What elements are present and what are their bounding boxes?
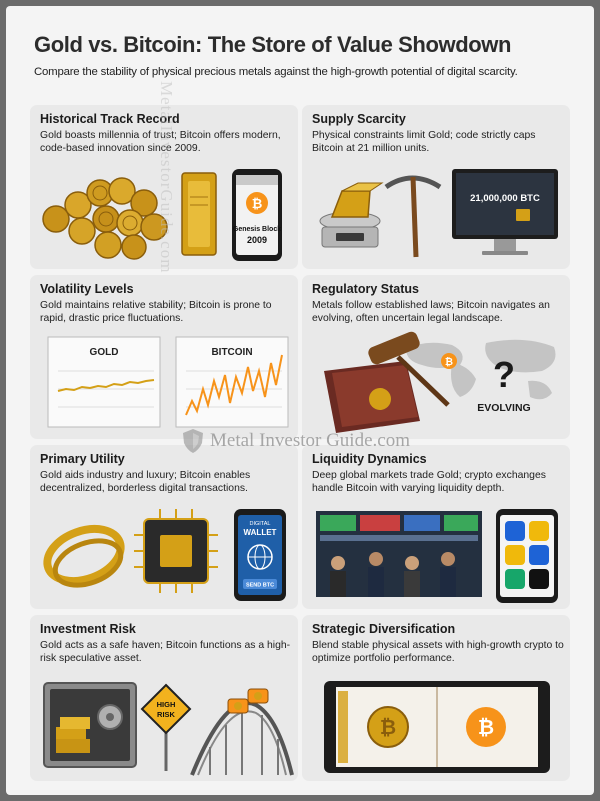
card-art: [30, 671, 298, 777]
card-description: Metals follow established laws; Bitcoin navigates an evolving, often uncertain legal landscape.: [312, 300, 550, 324]
risk-sign-line1: HIGH: [156, 700, 176, 709]
pickaxe-icon: [386, 177, 440, 257]
bitcoin-chart-icon: [176, 337, 288, 427]
monitor-icon: [452, 169, 558, 255]
bitcoin-chart-label: BITCOIN: [211, 347, 253, 358]
svg-text:₿: ₿: [379, 717, 397, 739]
card-description: Blend stable physical assets with high-growth crypto to optimize portfolio performance.: [312, 640, 564, 664]
watermark: [182, 426, 410, 456]
vertical-watermark: MetalInvestorGuide.com: [157, 81, 176, 274]
ring-icon: [40, 519, 128, 593]
infographic-page: [6, 6, 594, 795]
gold-bar-icon: [182, 173, 216, 255]
portfolio-icon: [324, 681, 550, 773]
question-mark-label: ?: [493, 354, 515, 395]
card-art: [302, 671, 570, 777]
card-liquidity-dynamics: [302, 445, 570, 609]
card-title: Strategic Diversification: [312, 622, 456, 636]
card-title: Historical Track Record: [40, 112, 180, 126]
wallet-digital-label: DIGITAL: [249, 521, 271, 527]
wallet-title-label: WALLET: [243, 528, 277, 537]
svg-text:₿: ₿: [477, 717, 495, 739]
card-supply-scarcity: [302, 105, 570, 269]
card-art: [30, 331, 298, 437]
exchange-apps-icon: [496, 509, 558, 603]
card-primary-utility: [30, 445, 298, 609]
shield-icon: [182, 428, 204, 454]
svg-text:₿: ₿: [251, 196, 263, 211]
scale-icon: [320, 183, 382, 247]
card-strategic-diversification: [302, 615, 570, 781]
genesis-block-label: Genesis Block: [232, 226, 282, 233]
chip-icon: [134, 509, 218, 593]
card-art: [302, 331, 570, 437]
send-btc-label: SEND BTC: [245, 582, 275, 589]
wallet-phone-icon: [234, 509, 286, 601]
page-title: Gold vs. Bitcoin: The Store of Value Showdown: [34, 32, 512, 57]
card-title: Investment Risk: [40, 622, 136, 636]
gold-chart-icon: [48, 337, 160, 427]
card-investment-risk: [30, 615, 298, 781]
coin-pile-icon: [43, 178, 167, 259]
page-subtitle: Compare the stability of physical precious metals against the high-growth potential of digital scarcity.: [34, 66, 518, 78]
card-art: [302, 161, 570, 267]
card-title: Regulatory Status: [312, 282, 419, 296]
card-description: Gold maintains relative stability; Bitcoin is prone to rapid, drastic price fluctuations.: [40, 300, 272, 324]
world-map-icon: [406, 340, 556, 414]
card-title: Liquidity Dynamics: [312, 452, 427, 466]
card-description: Gold boasts millennia of trust; Bitcoin offers modern, code-based innovation since 2009.: [40, 130, 281, 154]
trading-floor-icon: [316, 511, 482, 597]
card-title: Volatility Levels: [40, 282, 134, 296]
svg-text:₿: ₿: [444, 357, 454, 368]
card-description: Physical constraints limit Gold; code strictly caps Bitcoin at 21 million units.: [312, 130, 536, 154]
card-description: Deep global markets trade Gold; crypto exchanges handle Bitcoin with varying liquidity depth.: [312, 470, 546, 494]
card-description: Gold acts as a safe haven; Bitcoin functions as a high-risk speculative asset.: [40, 640, 291, 664]
watermark-text: Metal Investor Guide.com: [210, 430, 410, 451]
gold-chart-label: GOLD: [89, 347, 119, 358]
card-description: Gold aids industry and luxury; Bitcoin enables decentralized, borderless digital transactions.: [40, 470, 251, 494]
genesis-year-label: 2009: [246, 235, 268, 245]
card-title: Supply Scarcity: [312, 112, 406, 126]
evolving-label: EVOLVING: [477, 402, 531, 414]
risk-sign-icon: [142, 685, 190, 771]
card-volatility-levels: [30, 275, 298, 439]
rollercoaster-icon: [192, 689, 292, 775]
risk-sign-line2: RISK: [157, 710, 175, 719]
card-art: [30, 501, 298, 607]
safe-icon: [44, 683, 136, 767]
phone-icon: [232, 169, 282, 261]
card-art: [302, 501, 570, 607]
card-regulatory-status: [302, 275, 570, 439]
btc-cap-label: 21,000,000 BTC: [470, 193, 540, 204]
card-title: Primary Utility: [40, 452, 125, 466]
